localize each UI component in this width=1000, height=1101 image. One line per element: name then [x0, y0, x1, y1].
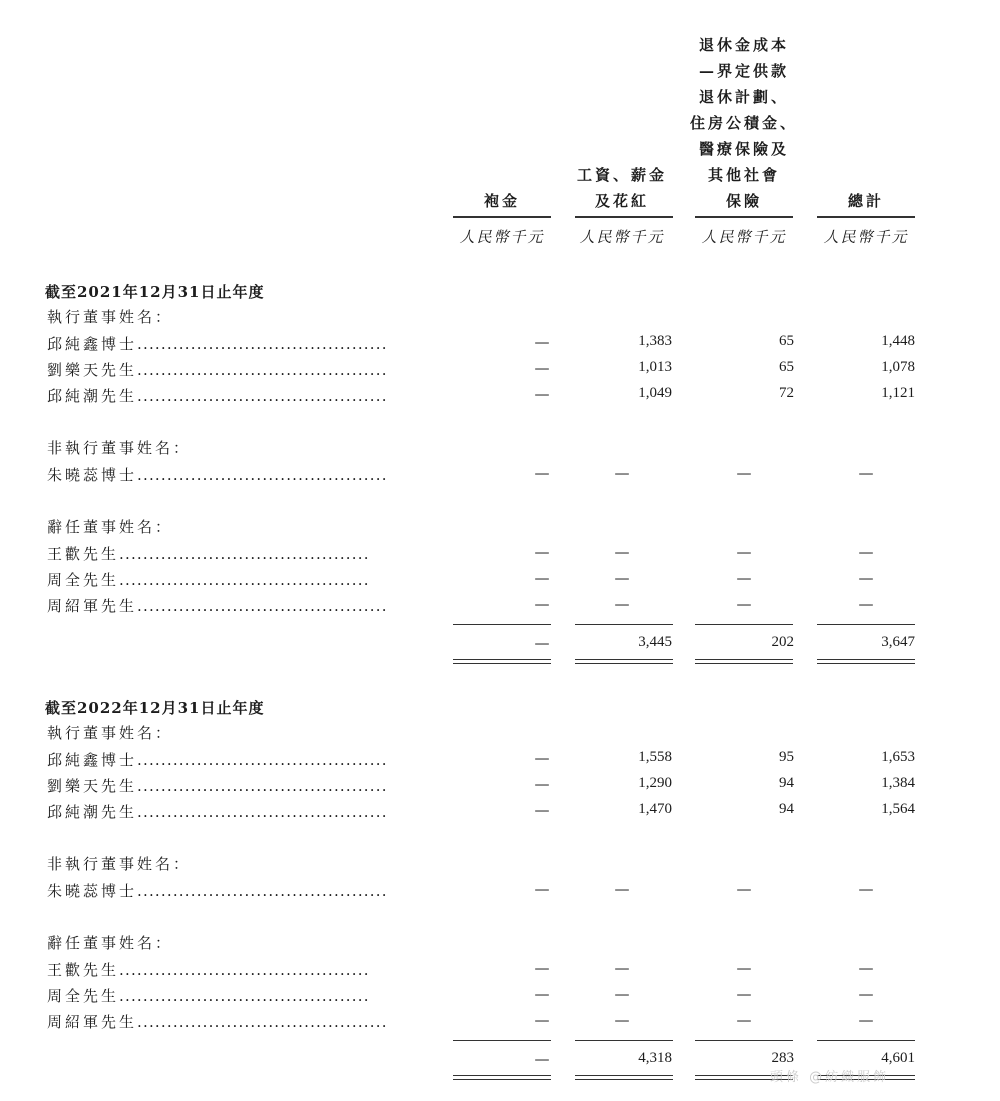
value-dash: — — [858, 1011, 874, 1029]
leader-dots: .......................................... — [137, 882, 388, 900]
total-double-rule — [575, 1075, 673, 1080]
director-name — [47, 359, 422, 380]
value-dash: — — [736, 543, 752, 561]
unit-label: 人民幣千元 — [579, 228, 665, 246]
column-header-line: 及花紅 — [594, 192, 649, 210]
header-rule — [575, 216, 673, 218]
leader-dots: .......................................... — [137, 597, 388, 615]
director-name-text: 周紹軍先生 — [47, 1013, 138, 1031]
total-value: 3,445 — [638, 634, 672, 650]
total-value: 283 — [771, 1050, 794, 1066]
leader-dots: .......................................... — [137, 803, 388, 821]
director-name-text: 周紹軍先生 — [47, 597, 138, 615]
leader-dots: .......................................... — [119, 961, 370, 979]
director-name-text: 邱純潮先生 — [47, 803, 138, 821]
value-cell: 94 — [779, 801, 794, 817]
director-name-text: 王歡先生 — [47, 961, 120, 979]
value-dash: — — [614, 569, 630, 587]
value-dash: — — [858, 543, 874, 561]
leader-dots: .......................................... — [119, 987, 370, 1005]
value-dash: — — [858, 959, 874, 977]
director-name — [47, 880, 422, 901]
value-dash: — — [736, 1011, 752, 1029]
total-double-rule — [695, 659, 793, 664]
subtotal-rule — [695, 624, 793, 625]
section-title: 截至2022年12月31日止年度 — [45, 699, 265, 717]
director-name-text: 邱純潮先生 — [47, 387, 138, 405]
leader-dots: .......................................... — [137, 1013, 388, 1031]
value-dash: — — [534, 775, 550, 793]
column-header-line: 醫療保險及 — [698, 140, 789, 158]
total-double-rule — [817, 659, 915, 664]
leader-dots: .......................................... — [137, 361, 388, 379]
leader-dots: .......................................... — [137, 387, 388, 405]
value-cell: 95 — [779, 749, 794, 765]
subtotal-rule — [817, 1040, 915, 1041]
header-rule — [695, 216, 793, 218]
group-label: 非執行董事姓名： — [47, 855, 192, 873]
value-dash: — — [534, 985, 550, 1003]
group-label: 執行董事姓名： — [47, 724, 174, 742]
header-rule — [453, 216, 551, 218]
subtotal-rule — [575, 624, 673, 625]
value-dash: — — [858, 985, 874, 1003]
director-name — [47, 749, 422, 770]
value-dash: — — [614, 464, 630, 482]
director-name — [47, 595, 422, 616]
value-dash: — — [534, 464, 550, 482]
director-name — [47, 959, 422, 980]
total-value: 202 — [771, 634, 794, 650]
leader-dots: .......................................... — [119, 545, 370, 563]
column-header-line: 其他社會 — [707, 166, 780, 184]
column-header-line: 住房公積金、 — [689, 114, 798, 132]
leader-dots: .......................................... — [137, 466, 388, 484]
value-cell: 1,383 — [638, 333, 672, 349]
group-label: 執行董事姓名： — [47, 308, 174, 326]
value-dash: — — [534, 749, 550, 767]
column-header-line: 總計 — [847, 192, 884, 210]
value-cell: 65 — [779, 359, 794, 375]
value-cell: 65 — [779, 333, 794, 349]
column-header-2 — [552, 162, 692, 214]
director-name-text: 邱純鑫博士 — [47, 335, 138, 353]
value-dash: — — [534, 543, 550, 561]
value-dash: — — [614, 959, 630, 977]
total-double-rule — [453, 659, 551, 664]
director-name-text: 邱純鑫博士 — [47, 751, 138, 769]
value-dash: — — [736, 464, 752, 482]
director-name — [47, 775, 422, 796]
value-cell: 1,564 — [881, 801, 915, 817]
total-value: 4,318 — [638, 1050, 672, 1066]
value-cell: 1,078 — [881, 359, 915, 375]
total-double-rule — [575, 659, 673, 664]
group-label: 非執行董事姓名： — [47, 439, 192, 457]
value-dash: — — [858, 464, 874, 482]
subtotal-rule — [453, 1040, 551, 1041]
value-cell: 1,448 — [881, 333, 915, 349]
column-header-line: —界定供款 — [698, 62, 789, 80]
column-header-line: 保險 — [725, 192, 762, 210]
value-dash: — — [614, 985, 630, 1003]
value-dash: — — [858, 880, 874, 898]
director-name — [47, 569, 422, 590]
total-dash: — — [534, 1050, 550, 1068]
director-name-text: 周全先生 — [47, 571, 120, 589]
director-name — [47, 543, 422, 564]
value-dash: — — [858, 595, 874, 613]
value-cell: 1,290 — [638, 775, 672, 791]
director-name — [47, 801, 422, 822]
value-dash: — — [534, 1011, 550, 1029]
leader-dots: .......................................... — [137, 335, 388, 353]
value-cell: 1,013 — [638, 359, 672, 375]
value-cell: 94 — [779, 775, 794, 791]
value-dash: — — [534, 333, 550, 351]
value-cell: 1,470 — [638, 801, 672, 817]
column-header-line: 工資、薪金 — [576, 166, 667, 184]
director-name — [47, 464, 422, 485]
value-dash: — — [736, 880, 752, 898]
subtotal-rule — [453, 624, 551, 625]
value-dash: — — [534, 959, 550, 977]
unit-label: 人民幣千元 — [823, 228, 909, 246]
value-dash: — — [534, 880, 550, 898]
director-name — [47, 1011, 422, 1032]
column-header-3 — [674, 32, 814, 214]
value-dash: — — [736, 569, 752, 587]
value-dash: — — [736, 985, 752, 1003]
value-cell: 1,653 — [881, 749, 915, 765]
value-cell: 1,384 — [881, 775, 915, 791]
leader-dots: .......................................... — [137, 777, 388, 795]
total-dash: — — [534, 634, 550, 652]
director-name-text: 劉樂天先生 — [47, 361, 138, 379]
column-header-1 — [432, 188, 572, 214]
director-name-text: 朱曉蕊博士 — [47, 466, 138, 484]
value-dash: — — [736, 959, 752, 977]
value-dash: — — [534, 359, 550, 377]
value-dash: — — [614, 595, 630, 613]
leader-dots: .......................................... — [137, 751, 388, 769]
director-name-text: 王歡先生 — [47, 545, 120, 563]
section-title: 截至2021年12月31日止年度 — [45, 283, 265, 301]
group-label: 辭任董事姓名： — [47, 934, 174, 952]
value-cell: 1,121 — [881, 385, 915, 401]
column-header-4 — [796, 188, 936, 214]
director-name-text: 朱曉蕊博士 — [47, 882, 138, 900]
value-dash: — — [614, 543, 630, 561]
total-double-rule — [453, 1075, 551, 1080]
director-name-text: 周全先生 — [47, 987, 120, 1005]
value-dash: — — [534, 569, 550, 587]
director-name — [47, 385, 422, 406]
column-header-line: 退休金成本 — [698, 36, 789, 54]
total-value: 3,647 — [881, 634, 915, 650]
value-dash: — — [534, 801, 550, 819]
value-dash: — — [614, 880, 630, 898]
director-name — [47, 985, 422, 1006]
value-dash: — — [736, 595, 752, 613]
value-cell: 72 — [779, 385, 794, 401]
value-dash: — — [534, 595, 550, 613]
subtotal-rule — [575, 1040, 673, 1041]
group-label: 辭任董事姓名： — [47, 518, 174, 536]
value-dash: — — [858, 569, 874, 587]
total-value: 4,601 — [881, 1050, 915, 1066]
unit-label: 人民幣千元 — [459, 228, 545, 246]
subtotal-rule — [817, 624, 915, 625]
column-header-line: 退休計劃、 — [698, 88, 789, 106]
director-name — [47, 333, 422, 354]
value-cell: 1,049 — [638, 385, 672, 401]
column-header-line: 袍金 — [483, 192, 520, 210]
value-dash: — — [534, 385, 550, 403]
watermark: 頭條 @紡織服飾 — [770, 1070, 890, 1085]
leader-dots: .......................................... — [119, 571, 370, 589]
value-cell: 1,558 — [638, 749, 672, 765]
unit-label: 人民幣千元 — [701, 228, 787, 246]
value-dash: — — [614, 1011, 630, 1029]
director-name-text: 劉樂天先生 — [47, 777, 138, 795]
header-rule — [817, 216, 915, 218]
subtotal-rule — [695, 1040, 793, 1041]
